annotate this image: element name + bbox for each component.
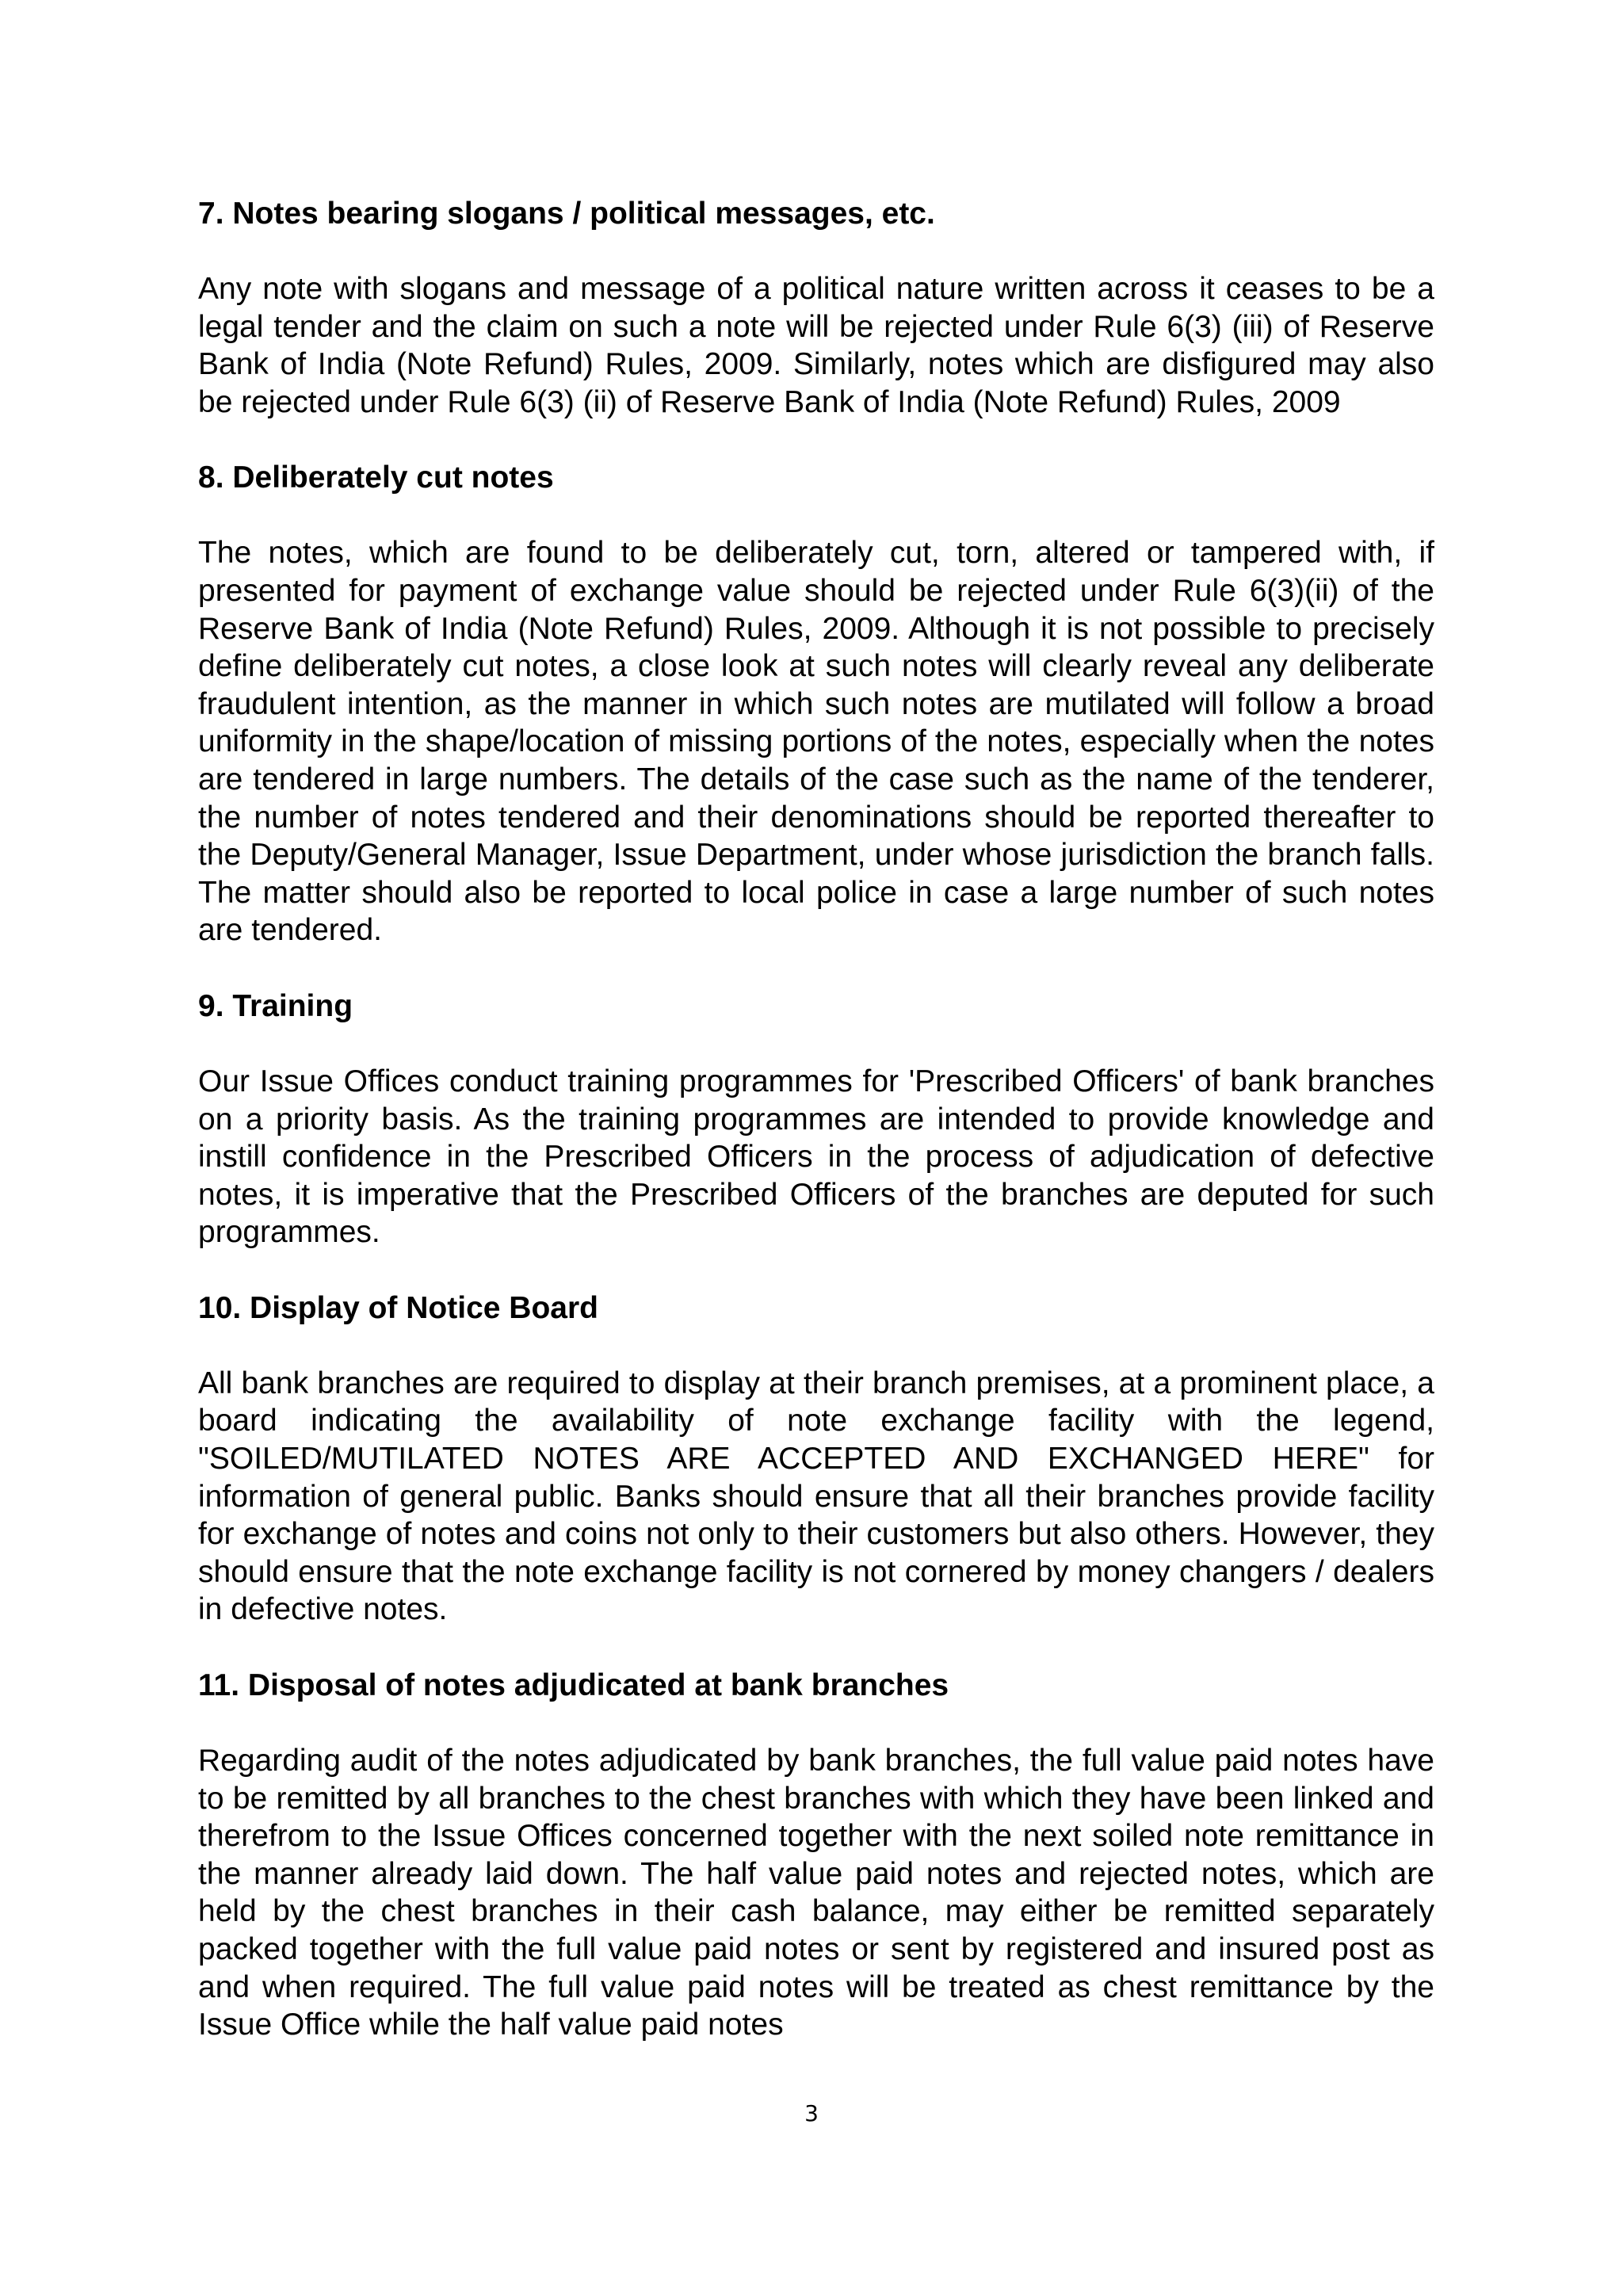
section-training [198, 988, 1434, 1251]
page-number: 3 [804, 2100, 819, 2126]
section-disposal-of-notes [198, 1667, 1434, 2044]
section-paragraph: Regarding audit of the notes adjudicated by bank branches, the full value paid notes have to be remitted by all branches to the chest branches with which they have been linked and therefrom to the Issue Offices concerned together with the next soiled note remittance in the manner already laid down. The half value paid notes and rejected notes, which are held by the chest branches in their cash balance, may either be remitted separately packed together with the full value paid notes or sent by registered and insured post as and when required. The full value paid notes will be treated as chest remittance by the Issue Office while the half value paid notes [198, 1744, 1434, 2042]
section-heading: 10. Display of Notice Board [198, 1290, 598, 1325]
section-deliberately-cut-notes [198, 459, 1434, 949]
section-heading: 8. Deliberately cut notes [198, 460, 554, 495]
section-paragraph: Any note with slogans and message of a political nature written across it ceases to be a legal tender and the claim on such a note will be rejected under Rule 6(3) (iii) of Reserve Bank of India (Note Refund) Rules, 2009. Similarly, notes which are disfigured may also be rejected under Rule 6(3) (ii) of Reserve Bank of India (Note Refund) Rules, 2009 [198, 272, 1434, 419]
section-paragraph: All bank branches are required to display at their branch premises, at a prominent place, a board indicating the availability of note exchange facility with the legend, "SOILED/MUTILATED NOTES ARE ACCEPTED AND EXCHANGED HERE" for information of general public. Banks should ensure that all their branches provide facility for exchange of notes and coins not only to their customers but also others. However, they should ensure that the note exchange facility is not cornered by money changers / dealers in defective notes. [198, 1366, 1434, 1627]
section-heading: 7. Notes bearing slogans / political messages, etc. [198, 197, 935, 231]
section-heading: 11. Disposal of notes adjudicated at bank branches [198, 1668, 949, 1703]
section-paragraph: The notes, which are found to be deliberately cut, torn, altered or tampered with, if presented for payment of exchange value should be rejected under Rule 6(3)(ii) of the Reserve Bank of India (Note Refund) Rules, 2009. Although it is not possible to precisely define deliberately cut notes, a close look at such notes will clearly reveal any deliberate fraudulent intention, as the manner in which such notes are mutilated will follow a broad uniformity in the shape/location of missing portions of the notes, especially when the notes are tendered in large numbers. The details of the case such as the name of the tenderer, the number of notes tendered and their denominations should be reported thereafter to the Deputy/General Manager, Issue Department, under whose jurisdiction the branch falls. The matter should also be reported to local police in case a large number of such notes are tendered. [198, 536, 1434, 948]
section-display-of-notice-board [198, 1289, 1434, 1629]
section-notes-bearing-slogans [198, 195, 1434, 421]
document-body [198, 195, 1434, 2082]
section-paragraph: Our Issue Offices conduct training programmes for 'Prescribed Officers' of bank branches on a priority basis. As the training programmes are intended to provide knowledge and instill confidence in the Prescribed Officers in the process of adjudication of defective notes, it is imperative that the Prescribed Officers of the branches are deputed for such programmes. [198, 1064, 1434, 1250]
section-heading: 9. Training [198, 988, 353, 1023]
